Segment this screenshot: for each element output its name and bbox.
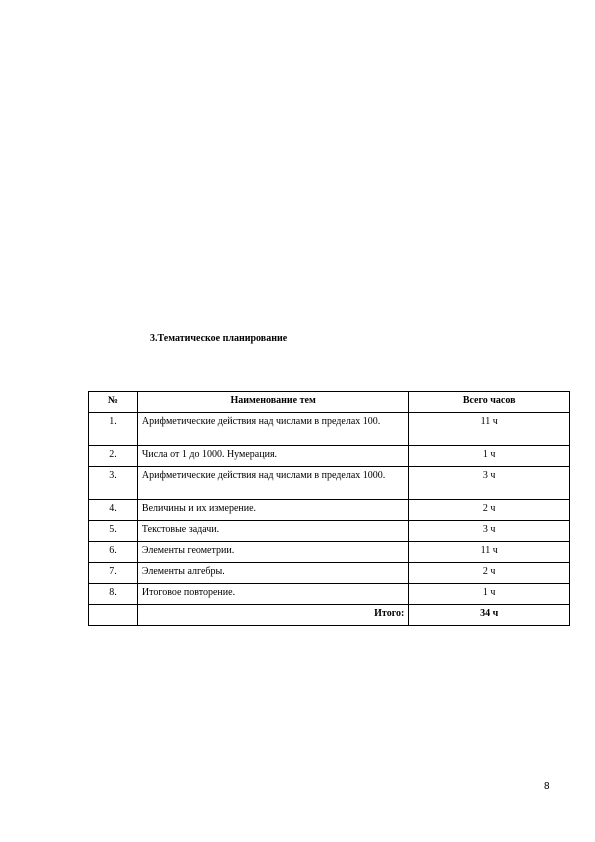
- row-hours: 2 ч: [409, 500, 570, 521]
- row-number: 2.: [89, 446, 138, 467]
- total-empty-cell: [89, 605, 138, 626]
- row-topic-name: Итоговое повторение.: [137, 584, 408, 605]
- total-hours: 34 ч: [409, 605, 570, 626]
- section-title: 3.Тематическое планирование: [150, 333, 288, 344]
- table-row: [89, 563, 570, 584]
- row-hours: 3 ч: [409, 467, 570, 500]
- row-topic-name: Арифметические действия над числами в пределах 1000.: [137, 467, 408, 500]
- table-row: [89, 584, 570, 605]
- row-number: 7.: [89, 563, 138, 584]
- table-row: [89, 413, 570, 446]
- row-topic-name: Арифметические действия над числами в пределах 100.: [137, 413, 408, 446]
- row-number: 1.: [89, 413, 138, 446]
- row-number: 6.: [89, 542, 138, 563]
- table-header-row: [89, 392, 570, 413]
- row-number: 3.: [89, 467, 138, 500]
- header-topic-name: Наименование тем: [137, 392, 408, 413]
- row-hours: 1 ч: [409, 446, 570, 467]
- table-row: [89, 467, 570, 500]
- header-total-hours: Всего часов: [409, 392, 570, 413]
- row-hours: 11 ч: [409, 413, 570, 446]
- row-topic-name: Текстовые задачи.: [137, 521, 408, 542]
- row-number: 4.: [89, 500, 138, 521]
- thematic-plan-table: [88, 391, 570, 626]
- total-label: Итого:: [137, 605, 408, 626]
- row-topic-name: Элементы геометрии.: [137, 542, 408, 563]
- table-row: [89, 500, 570, 521]
- table-total-row: [89, 605, 570, 626]
- header-number: №: [89, 392, 138, 413]
- page-number: 8: [544, 781, 550, 792]
- row-hours: 1 ч: [409, 584, 570, 605]
- row-hours: 11 ч: [409, 542, 570, 563]
- table-row: [89, 521, 570, 542]
- row-number: 8.: [89, 584, 138, 605]
- row-topic-name: Числа от 1 до 1000. Нумерация.: [137, 446, 408, 467]
- row-hours: 3 ч: [409, 521, 570, 542]
- row-topic-name: Элементы алгебры.: [137, 563, 408, 584]
- table-row: [89, 446, 570, 467]
- row-topic-name: Величины и их измерение.: [137, 500, 408, 521]
- row-number: 5.: [89, 521, 138, 542]
- row-hours: 2 ч: [409, 563, 570, 584]
- table-row: [89, 542, 570, 563]
